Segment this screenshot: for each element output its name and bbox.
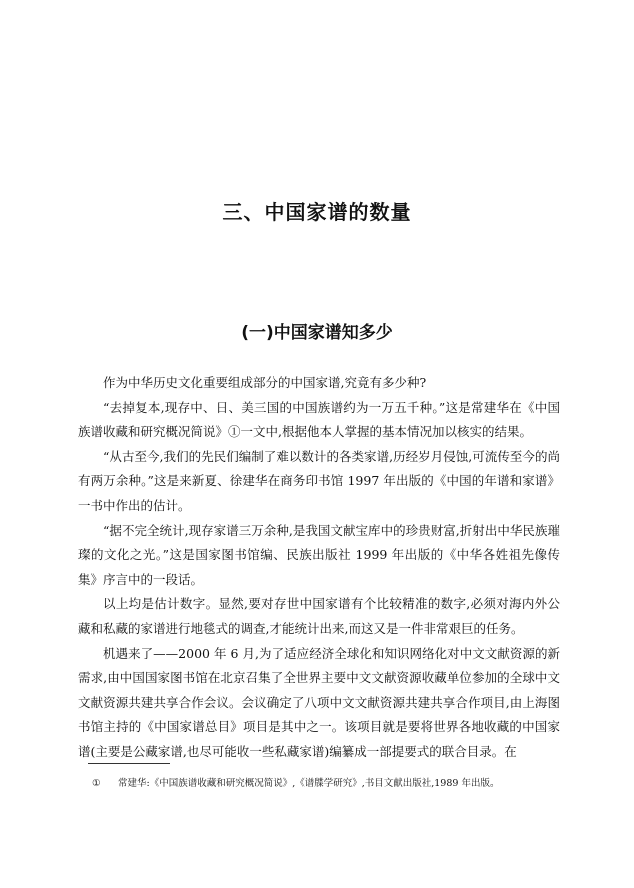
paragraph-1: 作为中华历史文化重要组成部分的中国家谱,究竟有多少种? xyxy=(103,375,427,390)
footnote-divider xyxy=(88,763,170,764)
paragraph-4: “据不完全统计,现存家谱三万余种,是我国文献宝库中的珍贵财富,折射出中华民族璀璨的文化之光。”这是国家图书馆编、民族出版社 1999 年出版的《中华各姓祖先像传集》序言中的一段话。 xyxy=(78,522,560,587)
chapter-title: 三、中国家谱的数量 xyxy=(222,200,412,224)
section-title: (一)中国家谱知多少 xyxy=(241,323,393,343)
paragraph-6: 机遇来了——2000 年 6 月,为了适应经济全球化和知识网络化对中文文献资源的新需求,由中国国家图书馆在北京召集了全世界主要中文文献资源收藏单位参加的全球中文文献资源共建共享合作会议。会议确定了八项中文文献资源共建共享合作项目,由上海图书馆主持的《中国家谱总目》项目是其中之一。该项目就是要将世界各地收藏的中国家谱(主要是公藏家谱,也尽可能收一些私藏家谱)编纂成一部提要式的联合目录。在 xyxy=(78,645,560,759)
body-text xyxy=(78,371,560,765)
paragraph-3: “从古至今,我们的先民们编制了难以数计的各类家谱,历经岁月侵蚀,可流传至今的尚有两万余种。”这是来新夏、徐建华在商务印书馆 1997 年出版的《中国的年谱和家谱》一书中作出的估计。 xyxy=(78,448,560,513)
paragraph-2: “去掉复本,现存中、日、美三国的中国族谱约为一万五千种。”这是常建华在《中国族谱收藏和研究概况简说》①一文中,根据他本人掌握的基本情况加以核实的结果。 xyxy=(78,399,560,440)
footnote xyxy=(92,777,562,791)
footnote-text: 常建华:《中国族谱收藏和研究概况简说》,《谱牒学研究》,书目文献出版社,1989 年出版。 xyxy=(118,778,500,789)
footnote-mark: ① xyxy=(92,778,101,789)
paragraph-5: 以上均是估计数字。显然,要对存世中国家谱有个比较精准的数字,必须对海内外公藏和私藏的家谱进行地毯式的调查,才能统计出来,而这又是一件非常艰巨的任务。 xyxy=(78,596,560,636)
